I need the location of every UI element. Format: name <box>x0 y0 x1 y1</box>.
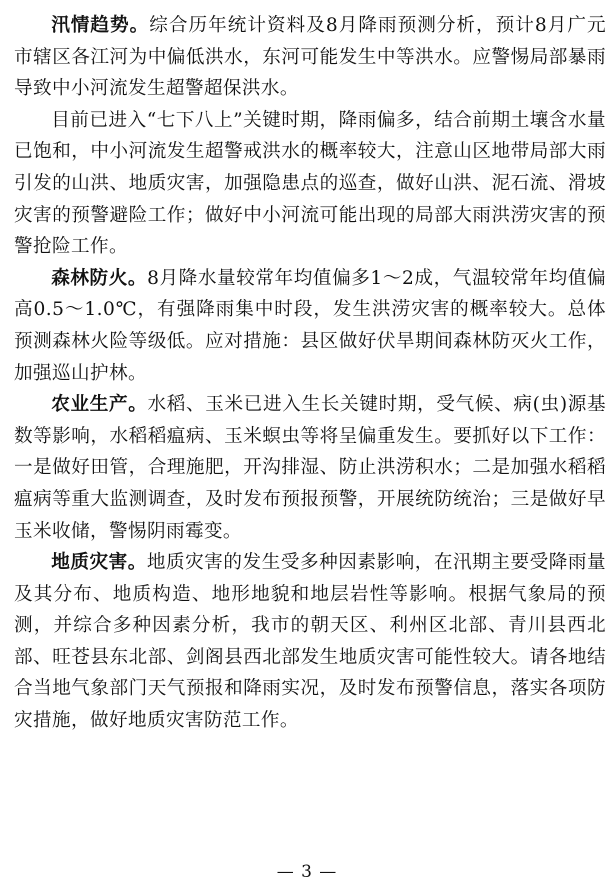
paragraph-text: 综合历年统计资料及8月降雨预测分析，预计8月广元市辖区各江河为中偏低洪水，东河可能发生中等洪水。应警惕局部暴雨导致中小河流发生超警超保洪水。 <box>14 15 606 100</box>
paragraph-text: 8月降水量较常年均值偏多1～2成，气温较常年均值偏高0.5～1.0℃，有强降雨集中时段，发生洪涝灾害的概率较大。总体预测森林火险等级低。应对措施：县区做好伏旱期间森林防灭火工作，加强巡山护林。 <box>14 267 606 384</box>
page-number: — 3 — <box>276 862 338 882</box>
document-body <box>14 10 606 737</box>
section-heading: 汛情趋势。 <box>51 15 150 36</box>
section-heading: 地质灾害。 <box>51 552 147 574</box>
paragraph-text: 地质灾害的发生受多种因素影响，在汛期主要受降雨量及其分布、地质构造、地形地貌和地层岩性等影响。根据气象局的预测，并综合多种因素分析，我市的朝天区、利州区北部、青川县西北部、旺苍县东北部、剑阁县西北部发生地质灾害可能性较大。请各地结合当地气象部门天气预报和降雨实况，及时发布预警信息，落实各项防灾措施，做好地质灾害防范工作。 <box>14 552 606 732</box>
paragraph-flood-key-period <box>14 105 606 263</box>
paragraph-flood-trend <box>14 10 606 105</box>
paragraph-geological-hazard <box>14 547 606 737</box>
section-heading: 森林防火。 <box>51 267 148 289</box>
paragraph-text: 目前已进入“七下八上”关键时期，降雨偏多，结合前期土壤含水量已饱和，中小河流发生超警戒洪水的概率较大，注意山区地带局部大雨引发的山洪、地质灾害，加强隐患点的巡查，做好山洪、泥石流、滑坡灾害的预警避险工作；做好中小河流可能出现的局部大雨洪涝灾害的预警抢险工作。 <box>14 109 606 258</box>
paragraph-text: 水稻、玉米已进入生长关键时期，受气候、病(虫)源基数等影响，水稻稻瘟病、玉米螟虫等将呈偏重发生。要抓好以下工作：一是做好田管，合理施肥，开沟排湿、防止洪涝积水；二是加强水稻稻瘟病等重大监测调查，及时发布预报预警，开展统防统治；三是做好早玉米收储，警惕阴雨霉变。 <box>14 394 606 542</box>
section-heading: 农业生产。 <box>51 394 148 416</box>
paragraph-agriculture <box>14 389 606 547</box>
paragraph-forest-fire <box>14 263 606 389</box>
